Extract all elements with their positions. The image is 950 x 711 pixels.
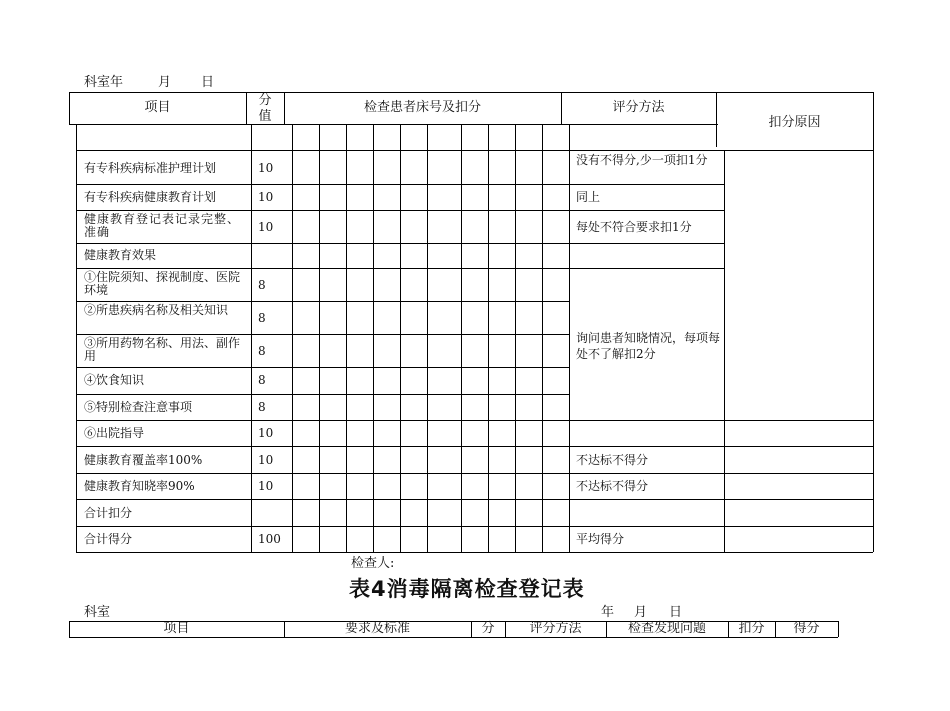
row-item: 健康教育覆盖率100% <box>84 453 203 467</box>
header-patients: 检查患者床号及扣分 <box>363 100 481 115</box>
t2-col-result: 得分 <box>793 621 820 636</box>
row-item: 有专科疾病健康教育计划 <box>84 190 217 204</box>
row-score: 100 <box>258 532 281 546</box>
row-item: 有专科疾病标准护理计划 <box>84 161 217 175</box>
t2-col-deduction: 扣分 <box>738 621 765 636</box>
row-item: 健康教育登记表记录完整、准确 <box>84 212 241 239</box>
row-method: 没有不得分,少一项扣1分 <box>576 153 708 167</box>
row-item: 健康教育知晓率90% <box>84 479 195 493</box>
header-score-line2: 值 <box>258 109 272 124</box>
row-item: ④饮食知识 <box>84 373 145 387</box>
row-item: 健康教育效果 <box>84 248 157 262</box>
row-item: ⑥出院指导 <box>84 426 145 440</box>
table2-day-label: 日 <box>669 605 683 620</box>
row-score: 10 <box>258 453 274 467</box>
t2-col-method: 评分方法 <box>529 621 582 636</box>
row-item: 合计得分 <box>84 532 133 546</box>
row-score: 8 <box>258 373 266 387</box>
row-score: 10 <box>258 426 274 440</box>
row-method: 每处不符合要求扣1分 <box>576 220 692 234</box>
table2-year-label: 年 <box>601 605 615 620</box>
table2-dept-label: 科室 <box>84 605 111 620</box>
row-method: 同上 <box>576 190 601 204</box>
row-method: 不达标不得分 <box>576 479 649 493</box>
header-item: 项目 <box>144 100 171 115</box>
row-item: ⑤特别检查注意事项 <box>84 400 193 414</box>
row-score: 8 <box>258 344 266 358</box>
row-score: 8 <box>258 278 266 292</box>
row-score: 10 <box>258 190 274 204</box>
header-reason: 扣分原因 <box>768 115 821 130</box>
header-score-line1: 分 <box>258 93 272 108</box>
inspector-label: 检查人: <box>351 556 395 571</box>
row-item: ②所患疾病名称及相关知识 <box>84 303 229 317</box>
row-method: 平均得分 <box>576 532 625 546</box>
month-label: 月 <box>158 75 172 90</box>
t2-col-issues: 检查发现问题 <box>627 621 706 636</box>
row-method: 不达标不得分 <box>576 453 649 467</box>
merged-method: 询问患者知晓情况，每项每处不了解扣2分 <box>576 331 721 361</box>
t2-col-item: 项目 <box>163 621 190 636</box>
row-item: ③所用药物名称、用法、副作用 <box>84 336 241 363</box>
day-label: 日 <box>201 75 215 90</box>
t2-col-score: 分 <box>481 621 495 636</box>
dept-year-label: 科室年 <box>84 75 124 90</box>
row-score: 10 <box>258 161 274 175</box>
row-item: 合计扣分 <box>84 506 133 520</box>
header-method: 评分方法 <box>612 100 665 115</box>
table2-title: 表4消毒隔离检查登记表 <box>349 577 585 601</box>
row-score: 8 <box>258 311 266 325</box>
row-score: 8 <box>258 400 266 414</box>
row-score: 10 <box>258 479 274 493</box>
row-item: ①住院须知、探视制度、医院环境 <box>84 270 241 297</box>
row-score: 10 <box>258 220 274 234</box>
table2-month-label: 月 <box>634 605 648 620</box>
t2-col-standard: 要求及标准 <box>344 621 410 636</box>
